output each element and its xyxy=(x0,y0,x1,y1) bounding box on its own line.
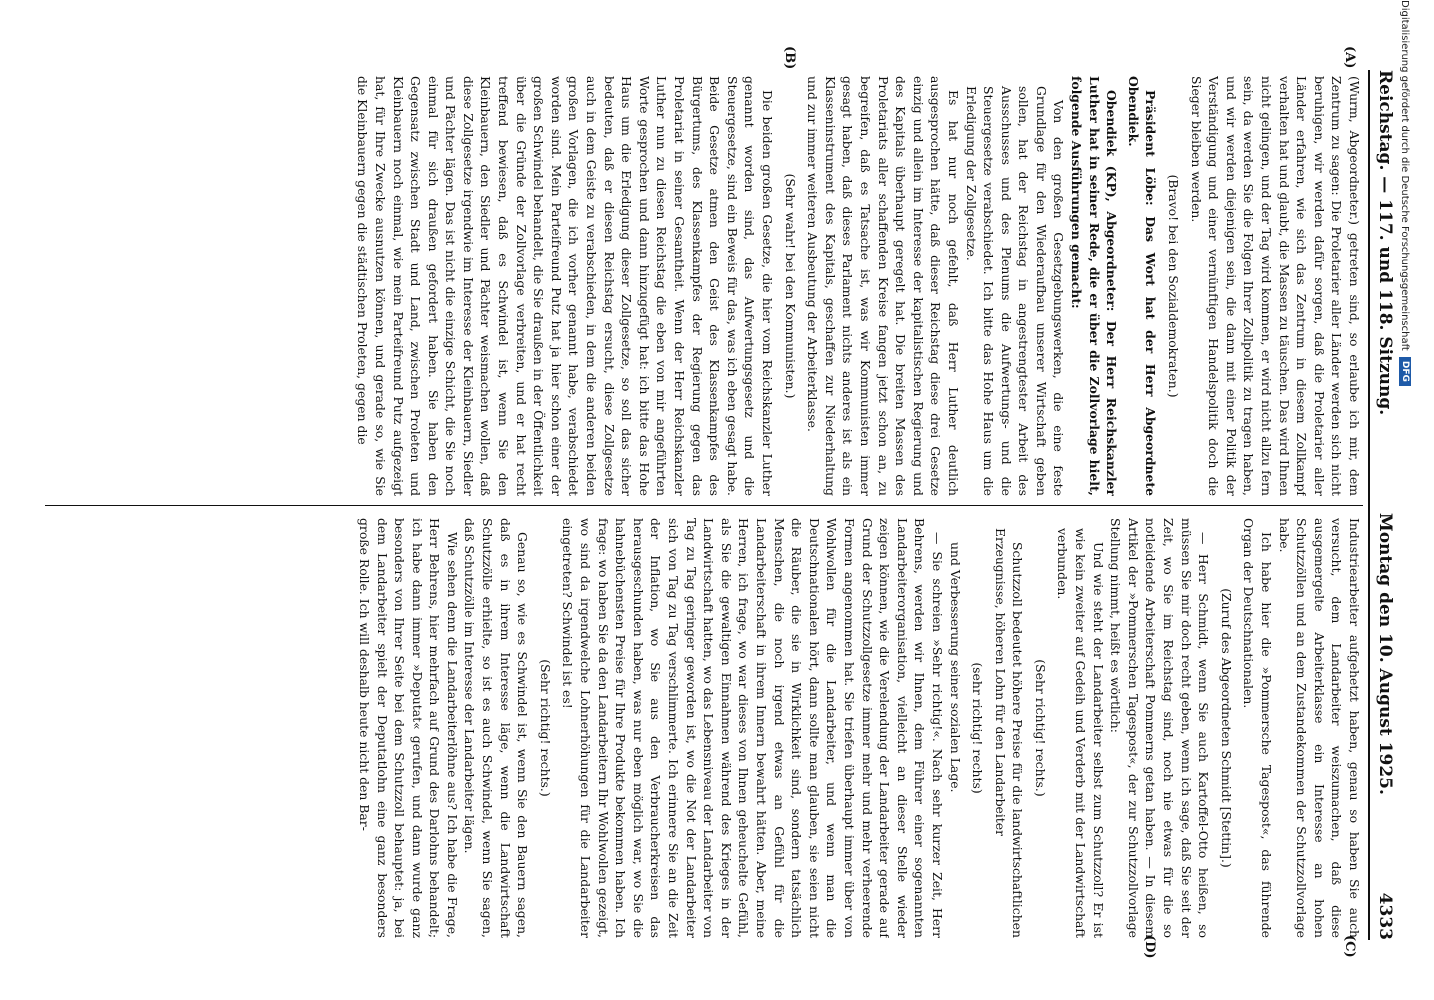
margin-marker-b: (B) xyxy=(782,46,797,70)
margin-marker-c: (C) xyxy=(1342,935,1357,958)
column-divider xyxy=(45,505,1363,506)
paragraph: Wie sehen denn die Landarbeiterlöhne aus? Ich habe die Frage, Herr Behrens, hier mehrfach auf Grund des Darlohns behandelt; ich habe dann immer »Deputat« gerufen, und dann wurde ganz besonders von Ihrer Seite bei dem Schutzzoll behauptet: ja, bei dem Landarbeiter spielt der Deputatlohn eine ganz besonders große Rolle. Ich will deshalb heute nicht den Bar- xyxy=(356,518,460,938)
speaker-line: Präsident Löbe: Das Wort hat der Herr Abgeordnete Obendiek. xyxy=(1125,76,1159,496)
speaker-line: Obendiek (KP), Abgeordneter: Der Herr Reichskanzler Luther hat in seiner Rede, die er über die Zollvorlage hielt, folgende Ausführungen gemacht: xyxy=(1069,76,1120,496)
header-rule xyxy=(1368,70,1370,940)
header-date: Montag den 10. August 1925. xyxy=(1375,512,1395,795)
paragraph: Ich habe hier die »Pommersche Tagespost«, das führende Organ der Deutschnationalen. xyxy=(1241,518,1275,938)
interjection: (Sehr wahr! bei den Kommunisten.) xyxy=(782,173,798,399)
interjection: (Bravo! bei den Sozialdemokraten.) xyxy=(1166,174,1182,398)
header-session: Reichstag. — 117. und 118. Sitzung. xyxy=(1375,70,1395,416)
paragraph: Die beiden großen Gesetze, die hier vom Reichskanzler Luther genannt worden sind, das Aufwertungsgesetz und die Steuergesetze, sind ein Beweis für das, was ich eben gesagt habe. Beide Gesetze atmen den Geist des Klassenkampfes des Bürgertums, des Klassenkampfes der Regierung gegen das Proletariat in seiner Gesamtheit. Wenn der Herr Reichskanzler Luther nun zu diesen Reichstag die eben von mir angeführten Worte gesprochen und dann hinzugefügt hat: ich bitte das Hohe Haus um die Erledigung dieser Zollgesetze, so soll das sicher bedeuten, daß er diesen Reichstag ersucht, diese Zollgesetze auch in dem Geiste zu verabschieden, in dem die anderen beiden großen Vorlagen, die ich vorher genannt habe, verabschiedet worden sind. Mein Parteifreund Putz hat ja hier schon einer der großen Schwindel behandelt, die Sie draußen in der Öffentlichkeit über die Gründe der Zollvorlage verbreiten, und er hat recht treffend bewiesen, daß es Schwindel ist, wenn Sie den Kleinbauern, den Siedler und Pächter weismachen wollen, daß diese Zollgesetze irgendwie im Interesse der Kleinbauern, Siedler und Pächter lägen. Das ist nicht die einzige Schicht, die Sie noch einmal für sich draußen gefordert haben. Sie haben den Gegensatz zwischen Stadt und Land, zwischen Proleten und Kleinbauern noch einmal, wie mein Parteifreund Putz aufgezeigt hat, für Ihre Zwecke ausnutzen können, und gerade so, wie Sie die Kleinbauern gegen die städtischen Proleten, gegen die xyxy=(355,76,775,496)
rotated-page xyxy=(37,40,1397,960)
margin-marker-a: (A) xyxy=(1342,46,1357,69)
margin-marker-d: (D) xyxy=(1142,935,1157,959)
quotation: Schutzzoll bedeutet höhere Preise für die landwirtschaftlichen Erzeugnisse, höheren Lohn für den Landarbeiter xyxy=(992,528,1026,938)
interjection: (sehr richtig! rechts) xyxy=(970,662,986,794)
dfg-logo: DFG xyxy=(1399,357,1411,386)
paragraph: — Herr Schmidt, wenn Sie auch Kartoffel-Otto heißen, so müssen Sie mir doch recht geben, wenn ich sage, daß Sie seit der Zeit, wo Sie im Reichstag sind, noch nie etwas für die so notleidende Arbeiterschaft Pommerns getan haben. — In diesem Artikel der »Pommerschen Tagespost«, der zur Schutzzollvorlage Stellung nimmt, heißt es wörtlich: xyxy=(1108,518,1212,938)
interjection: (Zuruf des Abgeordneten Schmidt [Stettin].) xyxy=(1218,588,1234,868)
digitization-credit xyxy=(1390,0,1420,1000)
paragraph: (Wurm, Abgeordneter.) getreten sind, so erlaube ich mir, dem Zentrum zu sagen: Die Proletarier aller Länder werden sich nicht beruhigen, wir werden dafür sorgen, daß die Proletarier aller Länder erfahren, wie sich das Zentrum in diesem Zollkampf verhalten hat und glaubt, die Massen zu täuschen. Das wird Ihnen nicht gelingen, und der Tag wird kommen, er wird nicht allzu fern sein, da werden Sie die Folgen Ihrer Zollpolitik zu tragen haben, und wir werden diejenigen sein, die dann mit einer Politik der Verständigung und einer vernünftigen Handelspolitik doch die Sieger bleiben werden. xyxy=(1188,76,1362,496)
left-column xyxy=(45,76,1363,496)
page-number: 4333 xyxy=(1375,892,1395,940)
credit-text: Digitalisierung gefördert durch die Deutsche Forschungsgemeinschaft xyxy=(1399,0,1411,351)
interjection: (Sehr richtig! rechts.) xyxy=(1032,659,1048,797)
quotation: und Verbesserung seiner sozialen Lage. xyxy=(947,542,963,793)
right-column xyxy=(45,518,1363,938)
interjection: (Sehr richtig! rechts.) xyxy=(537,659,553,797)
paragraph: Industriearbeiter aufgehetzt haben, genau so haben Sie auch versucht, dem Landarbeiter weiszumachen, daß diese ausgemergelte Arbeiterklasse ein Interesse an hohen Schutzzöllen und an dem Zustandekommen der Schutzzollvorlage habe. xyxy=(1276,518,1362,938)
quotation: Und wie steht der Landarbeiter selbst zum Schutzzoll? Er ist wie kein zweiter auf Gedeih und Verderb mit der Landwirtschaft verbunden. xyxy=(1055,528,1106,938)
paragraph: — Sie schreien »Sehr richtig!«. Nach sehr kurzer Zeit, Herr Behrens, werden wir Ihnen, dem Führer einer sogenannten Landarbeiterorganisation, vielleicht an dieser Stelle wieder zeigen können, wie die Verelendung der Landarbeiter gerade auf Grund der Schutzzollgesetze immer mehr und mehr verheerende Formen angenommen hat. Sie triefen überhaupt immer über von Wohlwollen für die Landarbeiter, und wenn man die Deutschnationalen hört, dann sollte man glauben, sie seien nicht die Räuber, die sie in Wirklichkeit sind, sondern tatsächlich Menschen, die noch irgend etwas an Gefühl für die Landarbeiterschaft in ihrem Innern bewahrt hätten. Aber, meine Herren, ich frage, wo war dieses von Ihnen geheuchelte Gefühl, als Sie die gewaltigen Einnahmen während des Krieges in der Landwirtschaft hatten, wo das Lebensniveau der Landarbeiter von Tag zu Tag geringer geworden ist, wo die Not der Landarbeiter sich von Tag zu Tag verschlimmerte. Ich erinnere Sie an die Zeit der Inflation, wo Sie aus den Verbraucherkreisen das herausgeschunden haben, was nur eben möglich war, wo Sie die hahnebüchensten Preise für Ihre Produkte bekommen haben. Ich frage: wo haben Sie da den Landarbeitern Ihr Wohlwollen gezeigt, wo sind da irgendwelche Lohnerhöhungen für die Landarbeiter eingetreten? Schwindel ist es! xyxy=(560,518,945,938)
quotation: Von den großen Gesetzgebungswerken, die eine feste Grundlage für den Wiederaufbau unserer Wirtschaft geben sollen, hat der Reichstag in angestrengtester Arbeit des Ausschusses und des Plenums die Aufwertungs- und die Steuergesetze verabschiedet. Ich bitte das Hohe Haus um die Erledigung der Zollgesetze. xyxy=(963,86,1067,496)
paragraph: Genau so, wie es Schwindel ist, wenn Sie den Bauern sagen, daß es in ihrem Interesse läge, wenn die Landwirtschaft Schutzzölle erhielte, so ist es auch Schwindel, wenn Sie sagen, daß Schutzzölle im Interesse der Landarbeiter lägen. xyxy=(462,518,531,938)
paragraph: Es hat nur noch gefehlt, daß Herr Luther deutlich ausgesprochen hätte, daß dieser Reichstag diese drei Gesetze einzig und allein im Interesse der kapitalistischen Regierung und des Kapitals überhaupt geregelt hat. Die breiten Massen des Proletariats aller schaffenden Kreise fangen jetzt schon an, zu begreifen, daß es Tatsache ist, was wir Kommunisten immer gesagt haben, daß dieses Parlament nichts anderes ist als ein Klasseninstrument des Kapitals, geschaffen zur Niederhaltung und zur immer weiteren Ausbeutung der Arbeiterklasse. xyxy=(805,76,961,496)
